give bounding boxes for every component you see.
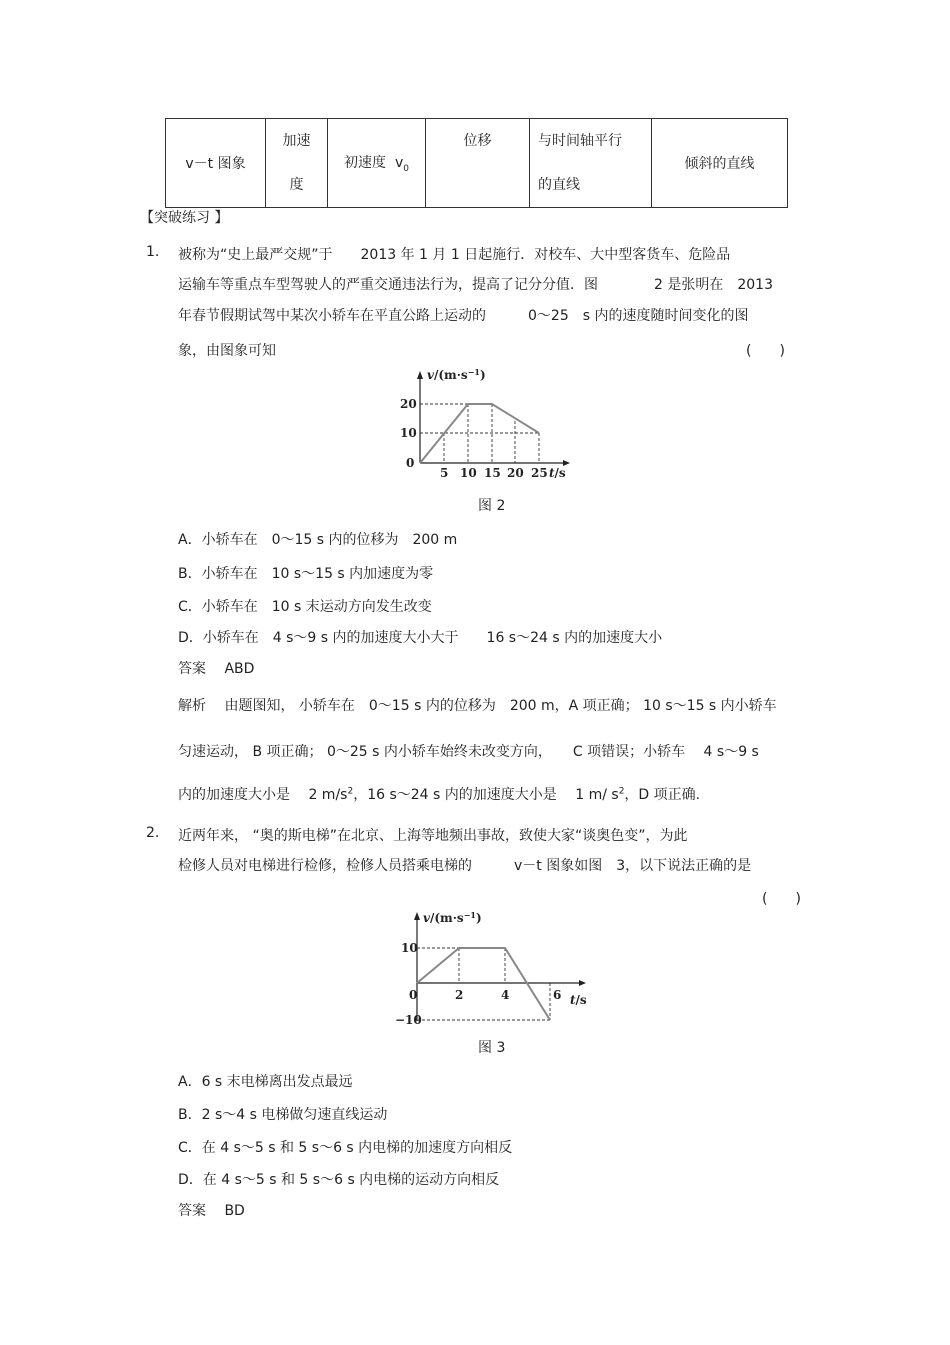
fig2-xtick-20: 20	[507, 466, 524, 480]
q2-answer: 答案 BD	[178, 1203, 245, 1219]
q1-analysis-line-2: 匀速运动， B 项正确； 0～25 s 内小轿车始终未改变方向， C 项错误；小轿车 4 s～9 s	[178, 744, 759, 760]
q2-option-a: A．6 s 末电梯离出发点最远	[178, 1074, 353, 1090]
fig2-ytick-0: 0	[406, 456, 415, 470]
table-cell-initial-velocity: 初速度 $v_0$	[328, 119, 426, 208]
fig2-y-label: $v/(m\cdot s^{-1})$	[427, 367, 486, 382]
fig2-x-label: t/s	[549, 466, 566, 480]
q1-analysis-line-1: 解析 由题图知， 小轿车在 0～15 s 内的位移为 200 m，A 项正确； 10 s～15 s 内小轿车	[178, 698, 777, 714]
q2-line-1: 近两年来， “奥的斯电梯”在北京、上海等地频出事故，致使大家“谈奥色变”，为此	[178, 828, 688, 844]
q1-line-3: 年春节假期试驾中某次小轿车在平直公路上运动的 0～25 s 内的速度随时间变化的图	[178, 308, 749, 324]
fig3-ytick-10: 10	[401, 941, 418, 955]
q2-option-c: C．在 4 s～5 s 和 5 s～6 s 内电梯的加速度方向相反	[178, 1140, 513, 1156]
fig2-ytick-10: 10	[400, 426, 417, 440]
fig2-xtick-5: 5	[440, 466, 449, 480]
fig3-xtick-4: 4	[501, 988, 510, 1002]
fig3-x-label: t/s	[570, 993, 587, 1007]
q1-answer: 答案 ABD	[178, 661, 255, 677]
q1-option-c: C．小轿车在 10 s 末运动方向发生改变	[178, 599, 432, 615]
figure-3-caption: 图 3	[478, 1040, 506, 1056]
table-cell-sloped-line: 倾斜的直线	[652, 119, 788, 208]
fig3-ytick-0: 0	[409, 988, 418, 1002]
fig2-y-arrow	[417, 371, 423, 379]
fig3-xtick-6: 6	[553, 988, 562, 1002]
q2-option-b: B．2 s～4 s 电梯做匀速直线运动	[178, 1107, 388, 1123]
fig3-velocity-line	[417, 948, 550, 1020]
q1-line-4: 象，由图象可知	[178, 343, 276, 359]
q1-option-d: D．小轿车在 4 s～9 s 内的加速度大小大于 16 s～24 s 内的加速度大小	[178, 630, 663, 646]
fig2-xtick-25: 25	[531, 466, 548, 480]
fig3-ytick-neg10: −10	[395, 1013, 422, 1027]
fig3-y-label: $v/(m\cdot s^{-1})$	[423, 910, 482, 925]
table-cell-acceleration: 加速 度	[266, 119, 328, 208]
figure-2-vt-graph	[395, 365, 575, 480]
q2-answer-bracket: ( )	[762, 891, 801, 907]
fig3-x-arrow	[579, 980, 586, 986]
table-cell-parallel-line: 与时间轴平行 的直线	[530, 119, 652, 208]
fig3-y-arrow	[414, 912, 420, 920]
q1-answer-bracket: ( )	[746, 343, 785, 359]
fig2-xtick-10: 10	[460, 466, 477, 480]
q1-line-1: 被称为“史上最严交规”于 2013 年 1 月 1 日起施行．对校车、大中型客货车、危险品	[178, 247, 731, 263]
comparison-table	[165, 118, 788, 208]
figure-2-caption: 图 2	[478, 498, 506, 514]
fig2-xtick-15: 15	[484, 466, 501, 480]
fig3-xtick-2: 2	[455, 988, 464, 1002]
fig2-velocity-line	[420, 404, 539, 463]
q2-line-2: 检修人员对电梯进行检修，检修人员搭乘电梯的 v－t 图象如图 3，以下说法正确的是	[178, 858, 752, 874]
table-cell-displacement: 位移	[426, 119, 530, 208]
figure-3-vt-graph	[365, 908, 590, 1028]
q2-number: 2.	[146, 825, 160, 841]
q1-analysis-line-3: 内的加速度大小是 2 $m/s^2$，16 s～24 s 内的加速度大小是 1 m/ $s^2$，D 项正确.	[178, 786, 701, 803]
q1-line-2: 运输车等重点车型驾驶人的严重交通违法行为，提高了记分分值．图 2 是张明在 2013	[178, 277, 773, 293]
fig2-ytick-20: 20	[400, 397, 417, 411]
q1-option-a: A．小轿车在 0～15 s 内的位移为 200 m	[178, 532, 458, 548]
table-cell-vt-graph: v－t 图象	[166, 119, 266, 208]
q1-number: 1.	[146, 244, 160, 260]
q2-option-d: D．在 4 s～5 s 和 5 s～6 s 内电梯的运动方向相反	[178, 1172, 500, 1188]
q1-option-b: B．小轿车在 10 s～15 s 内加速度为零	[178, 566, 434, 582]
section-title: 【突破练习 】	[140, 210, 229, 226]
